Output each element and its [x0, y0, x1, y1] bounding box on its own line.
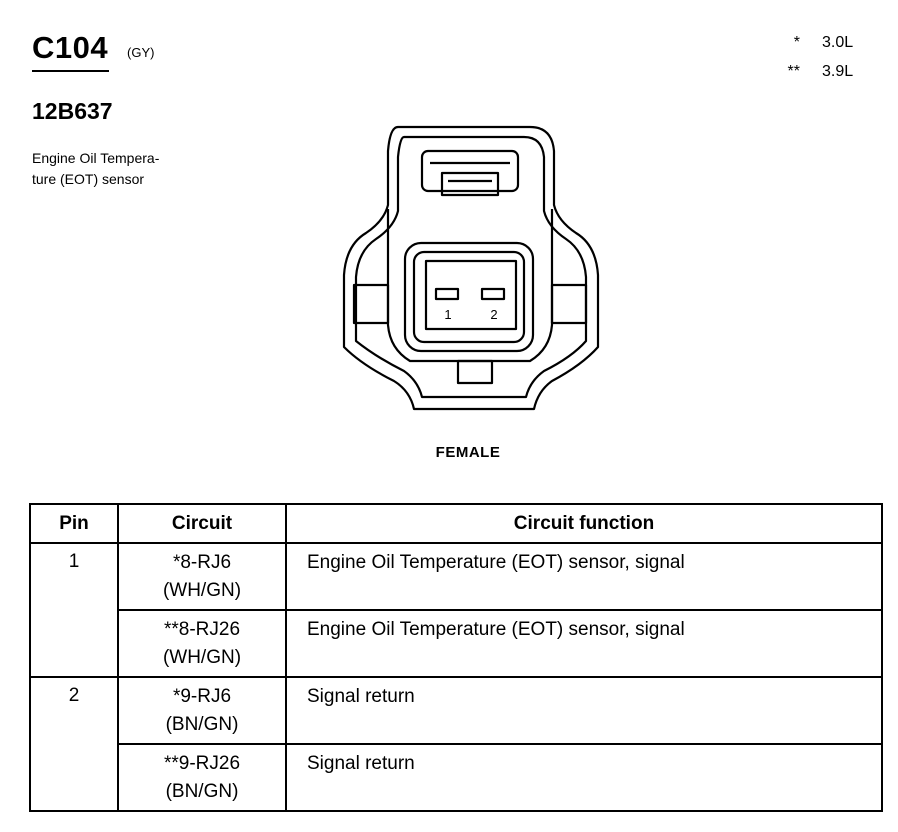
function-cell: Signal return	[286, 744, 882, 811]
description-line-2: ture (EOT) sensor	[32, 171, 145, 187]
pin-2-label: 2	[490, 307, 498, 322]
mating-face-outer	[405, 243, 533, 351]
inner-shell	[388, 209, 552, 361]
wire-color: (WH/GN)	[162, 580, 242, 601]
circuit-code: *8-RJ6	[172, 552, 232, 573]
pin-1-label: 1	[444, 307, 452, 322]
header-circuit-function: Circuit function	[286, 504, 882, 543]
legend-mark: **	[787, 63, 800, 80]
table-row	[30, 543, 882, 610]
connector-id: C104	[32, 30, 109, 65]
table-row	[30, 744, 882, 811]
wire-color: (BN/GN)	[165, 781, 239, 802]
side-tab-left	[354, 285, 388, 323]
pin-1-slot	[436, 289, 458, 299]
function-cell: Engine Oil Temperature (EOT) sensor, signal	[286, 543, 882, 610]
wire-color: (WH/GN)	[162, 647, 242, 668]
function-cell: Engine Oil Temperature (EOT) sensor, signal	[286, 610, 882, 677]
circuit-cell	[118, 744, 286, 811]
legend-value: 3.0L	[822, 34, 854, 51]
component-description	[32, 148, 202, 190]
connector-id-underline	[32, 70, 109, 72]
legend-value: 3.9L	[822, 63, 854, 80]
legend-row-2	[770, 63, 880, 85]
function-cell: Signal return	[286, 677, 882, 744]
circuit-cell	[118, 610, 286, 677]
pinout-table	[29, 503, 883, 812]
circuit-code: **9-RJ26	[163, 753, 241, 774]
circuit-cell	[118, 677, 286, 744]
header-pin: Pin	[30, 504, 118, 543]
circuit-code: *9-RJ6	[172, 686, 232, 707]
housing-outline	[344, 127, 598, 409]
circuit-cell	[118, 543, 286, 610]
table-row	[30, 610, 882, 677]
circuit-code: **8-RJ26	[163, 619, 241, 640]
connector-gender-label: FEMALE	[435, 444, 501, 461]
table-header-row	[30, 504, 882, 543]
connector-face-diagram	[330, 125, 610, 425]
description-line-1: Engine Oil Tempera-	[32, 150, 160, 166]
pin-cell: 2	[30, 677, 118, 811]
side-tab-right	[552, 285, 586, 323]
table-row	[30, 677, 882, 744]
header-circuit: Circuit	[118, 504, 286, 543]
legend-row-1	[770, 34, 880, 56]
bottom-key	[458, 361, 492, 383]
connector-color-code: (GY)	[127, 45, 155, 60]
pin-cell: 1	[30, 543, 118, 677]
part-number: 12B637	[32, 98, 113, 124]
latch-outline	[422, 151, 518, 191]
pin-2-slot	[482, 289, 504, 299]
legend-mark: *	[793, 34, 800, 51]
wire-color: (BN/GN)	[165, 714, 239, 735]
